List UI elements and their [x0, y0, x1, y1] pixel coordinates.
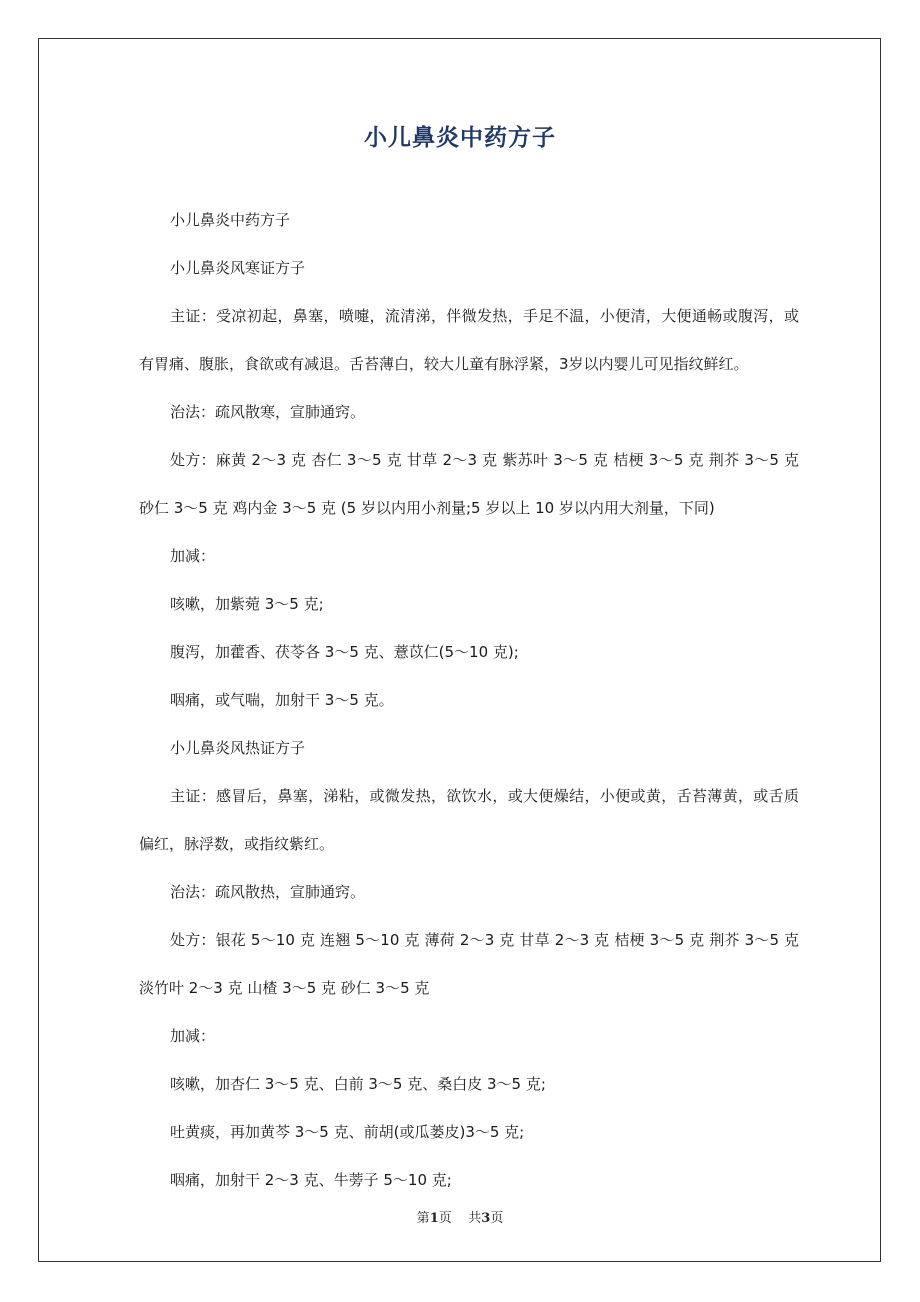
paragraph: 腹泻，加藿香、茯苓各 3～5 克、薏苡仁(5～10 克);	[170, 643, 519, 661]
paragraph: 处方：银花 5～10 克 连翘 5～10 克 薄荷 2～3 克 甘草 2～3 克 桔梗 3～5 克 荆芥 3～5 克 淡竹叶 2～3 克 山楂 3～5 克 砂仁 3～5 克	[139, 931, 799, 997]
paragraph: 咳嗽，加紫菀 3～5 克;	[170, 595, 324, 613]
footer-suffix: 页	[490, 1211, 504, 1226]
paragraph: 处方：麻黄 2～3 克 杏仁 3～5 克 甘草 2～3 克 紫苏叶 3～5 克 桔梗 3～5 克 荆芥 3～5 克 砂仁 3～5 克 鸡内金 3～5 克 (5 岁以内用小剂量;5 岁以上 10 岁以内用大剂量，下同)	[139, 451, 799, 517]
paragraph: 小儿鼻炎中药方子	[170, 211, 291, 229]
document-title: 小儿鼻炎中药方子	[364, 125, 556, 151]
paragraph: 治法：疏风散寒，宣肺通窍。	[170, 403, 366, 421]
paragraph: 加减：	[170, 1027, 216, 1045]
paragraph: 主证：感冒后，鼻塞，涕粘，或微发热，欲饮水，或大便燥结，小便或黄，舌苔薄黄，或舌质偏红，脉浮数，或指纹紫红。	[139, 787, 799, 853]
paragraph: 主证：受凉初起，鼻塞，喷嚏，流清涕，伴微发热，手足不温，小便清，大便通畅或腹泻，或有胃痛、腹胀，食欲或有减退。舌苔薄白，较大儿童有脉浮紧，3岁以内婴儿可见指纹鲜红。	[139, 307, 799, 373]
total-pages-number: 3	[481, 1211, 491, 1226]
section-heading: 小儿鼻炎风热证方子	[170, 739, 306, 757]
section-heading: 小儿鼻炎风寒证方子	[170, 259, 306, 277]
paragraph: 加减：	[170, 547, 216, 565]
footer-prefix: 第	[416, 1211, 430, 1226]
paragraph: 咽痛，或气喘，加射干 3～5 克。	[170, 691, 394, 709]
paragraph: 咳嗽，加杏仁 3～5 克、白前 3～5 克、桑白皮 3～5 克;	[170, 1075, 546, 1093]
footer-mid: 页 共	[438, 1211, 482, 1226]
paragraph: 咽痛，加射干 2～3 克、牛蒡子 5～10 克;	[170, 1171, 452, 1189]
current-page-number: 1	[429, 1211, 439, 1226]
page-footer	[0, 1207, 920, 1226]
paragraph: 治法：疏风散热，宣肺通窍。	[170, 883, 366, 901]
paragraph: 吐黄痰，再加黄芩 3～5 克、前胡(或瓜蒌皮)3～5 克;	[170, 1123, 525, 1141]
document-body	[139, 196, 799, 1204]
